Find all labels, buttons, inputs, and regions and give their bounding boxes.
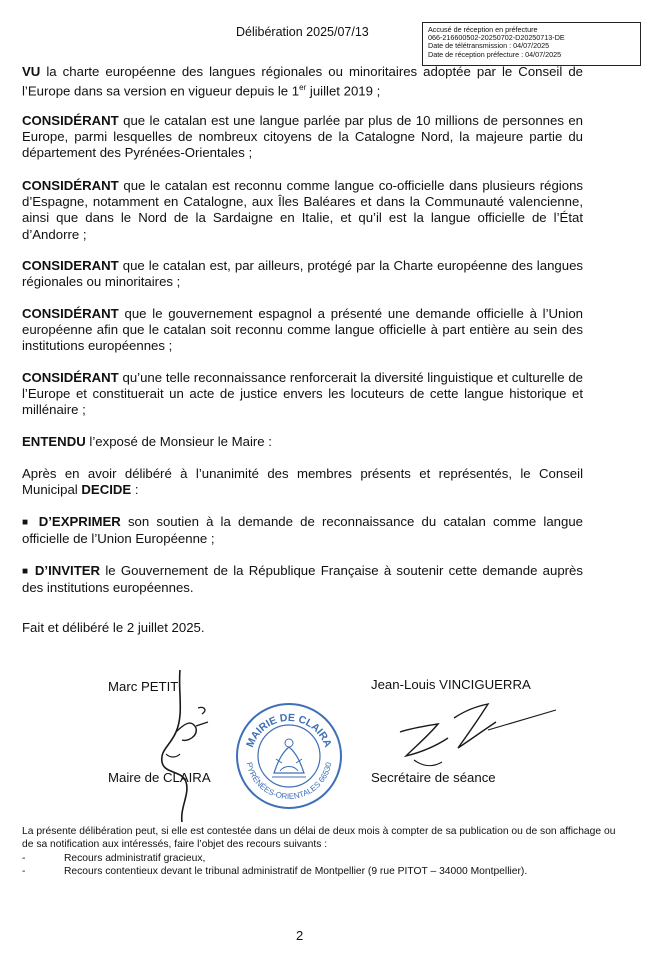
- receipt-stamp: [422, 22, 641, 66]
- secretary-title: Secrétaire de séance: [371, 770, 496, 785]
- legal-note: La présente délibération peut, si elle est contestée dans un délai de deux mois à compter de sa publication ou de son affichage ou de sa notification aux intéressés, faire l’objet des recours suivants :: [22, 826, 616, 850]
- secretary-signature-icon: [392, 700, 562, 778]
- paragraph-lead: DECIDE: [81, 482, 132, 498]
- paragraph-text: que le gouvernement espagnol a présenté une demande officielle à l’Union européenne afin que le catalan soit reconnu comme langue officielle à part entière au sein des institutions européennes ;: [22, 306, 583, 354]
- receipt-stamp-line: Date de réception préfecture : 04/07/2025: [428, 49, 562, 59]
- dash-bullet: -: [22, 853, 26, 864]
- receipt-stamp-line: Accusé de réception en préfecture: [428, 25, 538, 34]
- paragraph-considerant-1: [22, 113, 583, 162]
- recourse-text: Recours contentieux devant le tribunal administratif de Montpellier (9 rue PITOT – 34000 Montpellier).: [64, 866, 528, 877]
- dash-bullet: -: [22, 866, 26, 877]
- mayor-signature-icon: [140, 662, 220, 827]
- paragraph-lead: CONSIDÉRANT: [22, 113, 119, 128]
- paragraph-text: la charte européenne des langues régionales ou minoritaires adoptée par le Conseil de l’Europe dans sa version en vigueur depuis le 1: [22, 64, 583, 99]
- paragraph-text: le Gouvernement de la République Française à soutenir cette demande auprès des institutions européennes.: [22, 563, 583, 596]
- receipt-stamp-line: Date de télétransmission : 04/07/2025: [428, 41, 550, 51]
- paragraph-text: que le catalan est, par ailleurs, protégé par la Charte européenne des langues régionales ou minoritaires ;: [22, 258, 583, 290]
- paragraph-exprimer: [22, 514, 583, 547]
- mairie-seal-icon: [234, 701, 344, 811]
- paragraph-text: que le catalan est reconnu comme langue co-officielle dans plusieurs régions d’Espagne, notamment en Catalogne, aux Îles Baléares et dans la Communauté valencienne, ainsi que dans le Nord de la Sardaigne en Italie, et qu’il est la langue officielle de l’État d’Andorre ;: [22, 178, 583, 242]
- recourse-item: [22, 853, 205, 864]
- paragraph-lead: CONSIDÉRANT: [22, 178, 119, 193]
- seal-bottom-text: PYRÉNÉES-ORIENTALES 66530: [244, 761, 334, 802]
- paragraph-text: juillet 2019 ;: [306, 83, 381, 99]
- paragraph-considerant-4: [22, 306, 583, 355]
- paragraph-lead: CONSIDÉRANT: [22, 370, 119, 385]
- mayor-title: Maire de CLAIRA: [108, 770, 211, 785]
- secretary-name: Jean-Louis VINCIGUERRA: [371, 677, 531, 692]
- paragraph-inviter: [22, 563, 583, 596]
- paragraph-considerant-3: [22, 258, 583, 290]
- paragraph-text: que le catalan est une langue parlée par plus de 10 millions de personnes en Europe, parmi lesquelles de nombreux citoyens de la Catalogne Nord, la majeure partie du département des Pyrénées-Orientales ;: [22, 113, 583, 161]
- paragraph-lead: CONSIDÉRANT: [22, 306, 119, 321]
- paragraph-fait: [22, 620, 583, 636]
- paragraph-considerant-5: [22, 370, 583, 419]
- paragraph-lead: CONSIDERANT: [22, 258, 119, 273]
- paragraph-text: l’exposé de Monsieur le Maire :: [85, 434, 272, 449]
- paragraph-text: :: [131, 482, 139, 498]
- paragraph-text: qu’une telle reconnaissance renforcerait la diversité linguistique et culturelle de l’Europe et constituerait un acte de justice envers les locuteurs de cette langue historique et millénaire ;: [22, 370, 583, 418]
- seal-top-text: MAIRIE DE CLAIRA: [244, 711, 334, 750]
- paragraph-text: Après en avoir délibéré à l’unanimité des membres présents et représentés, le Conseil Municipal: [22, 466, 583, 498]
- page-number: 2: [296, 928, 304, 943]
- paragraph-lead: VU: [22, 64, 41, 79]
- paragraph-decide: [22, 466, 583, 498]
- recourse-text: Recours administratif gracieux,: [64, 853, 206, 864]
- paragraph-considerant-2: [22, 178, 583, 243]
- paragraph-lead: D’EXPRIMER: [38, 514, 121, 529]
- document-title: Délibération 2025/07/13: [236, 25, 369, 39]
- paragraph-entendu: [22, 434, 583, 450]
- mayor-name: Marc PETIT: [108, 679, 179, 694]
- square-bullet-icon: ■: [22, 517, 32, 528]
- recourse-item: [22, 866, 527, 877]
- paragraph-lead: ENTENDU: [22, 434, 86, 449]
- svg-text:MAIRIE DE CLAIRA: [244, 712, 334, 750]
- square-bullet-icon: ■: [22, 566, 30, 577]
- paragraph-lead: D’INVITER: [34, 563, 101, 578]
- paragraph-vu: [22, 64, 583, 100]
- superscript: er: [299, 83, 307, 93]
- paragraph-text: Fait et délibéré le 2 juillet 2025.: [22, 620, 205, 635]
- paragraph-text: son soutien à la demande de reconnaissance du catalan comme langue officielle de l’Union Européenne ;: [22, 514, 584, 547]
- receipt-stamp-line: 066-216600502-20250702-D20250713-DE: [428, 33, 565, 43]
